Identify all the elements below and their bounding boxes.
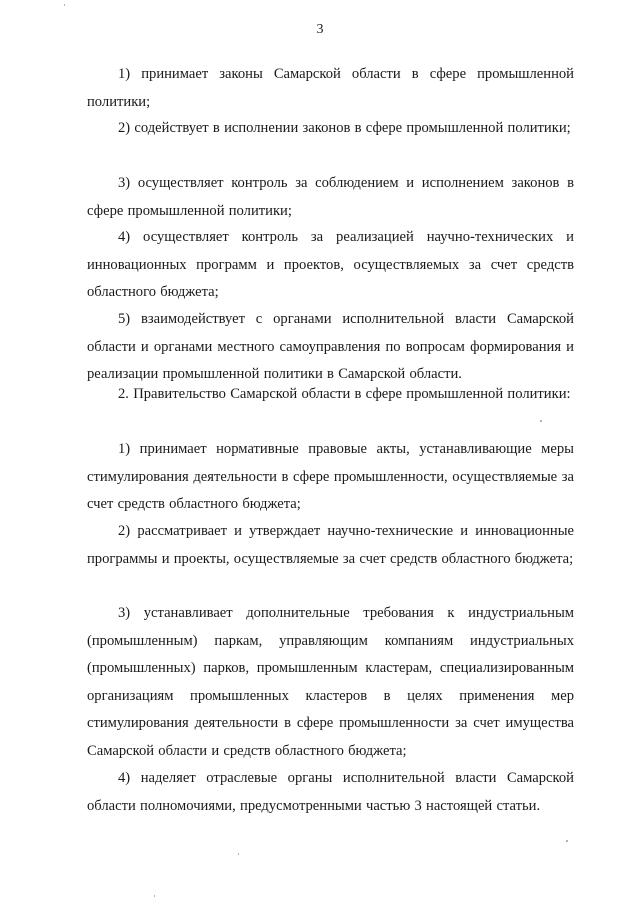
scan-speck bbox=[154, 895, 155, 897]
paragraph-gov-item-4-delegation: 4) наделяет отраслевые органы исполнительной власти Самарской области полномочиями, предусмотренными частью 3 настоящей статьи. bbox=[87, 770, 574, 814]
paragraph-gov-item-2-approves-programs: 2) рассматривает и утверждает научно-технические и инновационные программы и проекты, осуществляемые за счет средств областного бюджета; bbox=[87, 523, 574, 567]
scan-speck bbox=[566, 840, 568, 842]
paragraph-item-1-adopts-laws: 1) принимает законы Самарской области в сфере промышленной политики; bbox=[87, 66, 574, 110]
paragraph-item-2-assists-execution: 2) содействует в исполнении законов в сфере промышленной политики; bbox=[118, 120, 571, 136]
scan-speck bbox=[238, 853, 239, 855]
paragraph-item-5-interaction: 5) взаимодействует с органами исполнительной власти Самарской области и органами местного самоуправления по вопросам формирования и реализации промышленной политики в Самарской области. bbox=[87, 311, 574, 383]
paragraph-item-4-control-programs: 4) осуществляет контроль за реализацией научно-технических и инновационных программ и проектов, осуществляемых за счет средств областного бюджета; bbox=[87, 229, 574, 301]
page-number: 3 bbox=[316, 22, 324, 37]
scan-speck bbox=[64, 4, 65, 6]
paragraph-gov-item-1-legal-acts: 1) принимает нормативные правовые акты, устанавливающие меры стимулирования деятельности в сфере промышленности, осуществляемые за счет средств областного бюджета; bbox=[87, 441, 574, 513]
paragraph-gov-item-3-requirements: 3) устанавливает дополнительные требования к индустриальным (промышленным) паркам, управляющим компаниям индустриальных (промышленных) парков, промышленным кластерам, специализированным организациям промышленных кластеров в целях применения мер стимулирования деятельности в сфере промышленности за счет имущества Самарской области и средств областного бюджета; bbox=[87, 605, 574, 759]
scan-speck bbox=[540, 420, 542, 422]
paragraph-section-2-government: 2. Правительство Самарской области в сфере промышленной политики: bbox=[118, 386, 571, 402]
paragraph-item-3-control-compliance: 3) осуществляет контроль за соблюдением и исполнением законов в сфере промышленной политики; bbox=[87, 175, 574, 219]
